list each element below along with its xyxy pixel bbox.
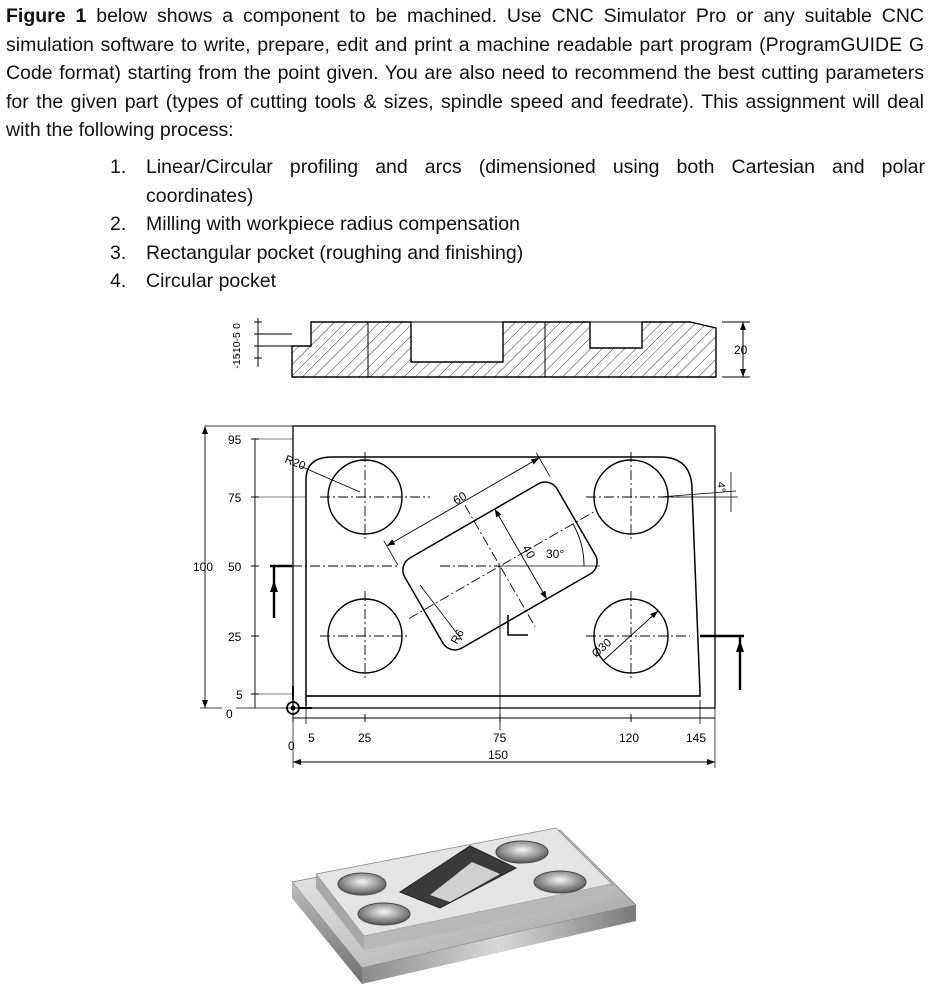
thickness-label: 20 (734, 343, 748, 357)
x-ordinate-label: 0 (288, 739, 295, 753)
pocket-length-label: 60 (450, 488, 470, 508)
y-ordinate-label: 95 (228, 433, 242, 447)
pocket-angle-label: 30° (546, 547, 565, 561)
z-tick-label: 0 (231, 323, 243, 329)
corner-radius-label: R20 (282, 453, 307, 473)
y-ordinate-dimensions (226, 433, 306, 721)
pocket-width-label: 40 (519, 542, 539, 562)
list-item: 1. Linear/Circular profiling and arcs (dimensioned using both Cartesian and polar coordinates) (110, 156, 925, 207)
list-item: 4. Circular pocket (110, 270, 277, 293)
side-section-view (231, 318, 750, 377)
figure-label: Figure 1 (6, 5, 87, 27)
intro-text: below shows a component to be machined. Use CNC Simulator Pro or any suitable CNC simulation software to write, prepare, edit and print a machine readable part program (ProgramGUIDE G Code format) starting from the point given. You are also need to recommend the best cutting parameters for the given part (types of cutting tools & sizes, spindle speed and feedrate). This assignment will deal with the following process: (6, 5, 924, 142)
x-ordinate-label: 120 (619, 731, 640, 745)
pocket-corner-radius-label: R6 (449, 627, 467, 647)
list-item: 3. Rectangular pocket (roughing and finishing) (110, 241, 524, 264)
y-ordinate-label: 25 (228, 630, 242, 644)
start-point-marker (287, 686, 312, 714)
z-depth-scale (231, 318, 292, 369)
y-ordinate-label: 5 (236, 688, 243, 702)
y-ordinate-label: 0 (226, 707, 233, 721)
z-tick-label: -10 (231, 341, 243, 357)
x-ordinate-label: 75 (493, 731, 507, 745)
x-ordinate-label: 5 (308, 731, 315, 745)
hole-diameter-label: Ø30 (589, 636, 615, 661)
overall-width-label: 150 (488, 748, 509, 762)
plan-view (193, 426, 744, 768)
z-tick-label: -5 (231, 332, 243, 342)
y-ordinate-label: 50 (228, 560, 242, 574)
circular-pockets (328, 460, 668, 673)
z-tick-label: -15 (231, 353, 243, 369)
thickness-dimension (722, 322, 750, 377)
list-item: 2. Milling with workpiece radius compensation (110, 213, 520, 236)
part-3d-render (292, 828, 636, 984)
taper-angle-label: 4° (715, 482, 727, 493)
stock-outline (293, 426, 715, 708)
section-arrows (270, 566, 744, 690)
x-ordinate-label: 25 (358, 731, 372, 745)
y-ordinate-label: 75 (228, 491, 242, 505)
overall-height-label: 100 (193, 560, 214, 574)
centre-lines (274, 452, 690, 681)
x-ordinate-label: 145 (686, 731, 707, 745)
section-body (292, 322, 716, 377)
